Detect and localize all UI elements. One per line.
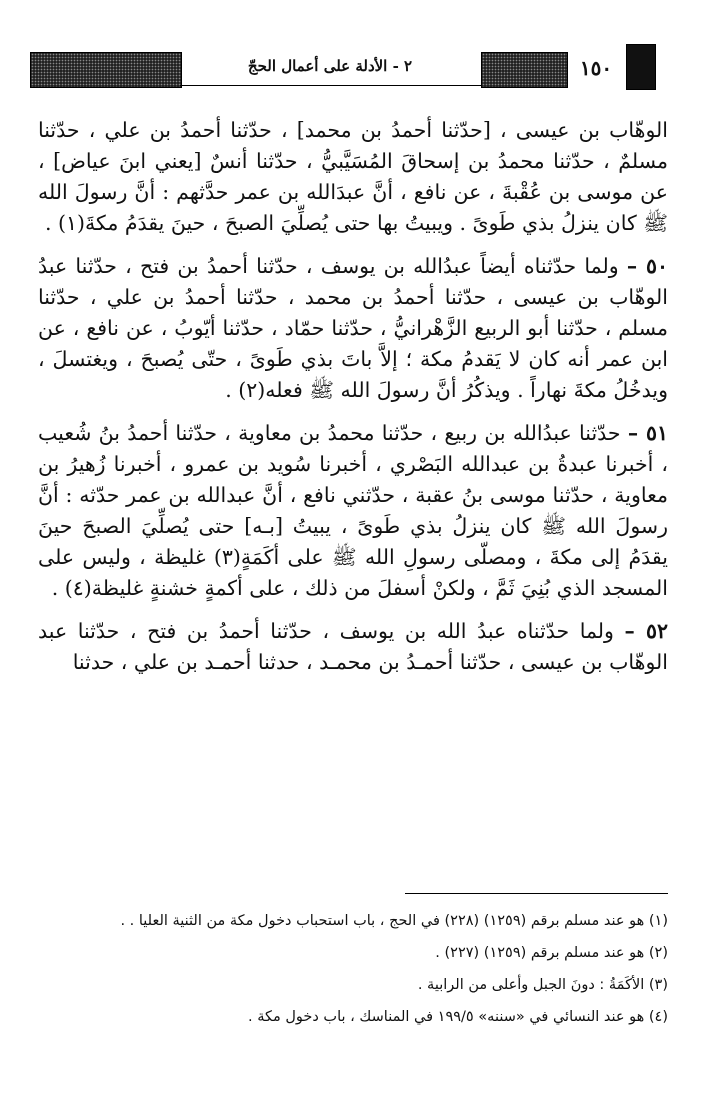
page-header (30, 44, 675, 88)
hadith-number: ٥١ – (627, 421, 668, 445)
running-title: ٢ - الأدلة على أعمال الحجّ (247, 57, 413, 75)
paragraph (38, 418, 668, 604)
footnotes (38, 905, 668, 1033)
header-rule (180, 85, 481, 86)
paragraph (38, 616, 668, 678)
page-number: ١٥٠ (579, 56, 613, 80)
footnote: (٢) هو عند مسلم برقم (١٢٥٩) (٢٢٧) . (435, 945, 668, 961)
header-ornament-left (30, 52, 182, 88)
paragraph (38, 251, 668, 406)
paragraph-text: الوهّاب بن عيسى ، [حدّثنا أحمدُ بن محمد] ، حدّثنا أحمدُ بن علي ، حدّثنا مسلمٌ ، حدّثنا محمدُ بن إسحاقَ المُسَيَّبيُّ ، حدّثنا أنسٌ [يعني ابنَ عياض] ، عن موسى بن عُقْبةَ ، عن نافع ، أنَّ عبدَالله بن عمر حدَّثهم : أنَّ رسولَ الله ﷺ كان ينزلُ بذي طَوىً . ويبيتُ بها حتى يُصلِّيَ الصبحَ ، حينَ يقدَمُ مكةَ(١) . (38, 118, 668, 235)
paragraph-text: ولما حدّثناه عبدُ الله بن يوسف ، حدّثنا أحمدُ بن فتح ، حدّثنا عبد الوهّاب بن عيسى ، حدّثنا أحمـدُ بن محمـد ، حدثنا أحمـد بن علي ، حدثنا (38, 619, 668, 674)
footnote: (٣) الأكَمَةُ : دونَ الجبل وأعلى من الرابية . (417, 977, 668, 993)
main-text (38, 115, 668, 690)
paragraph-text: حدّثنا عبدُالله بن ربيع ، حدّثنا محمدُ بن معاوية ، حدّثنا أحمدُ بنُ شُعيب ، أخبرنا عبدةُ بن عبدالله البَصْري ، أخبرنا سُويد بن عمرو ، أخبرنا زُهيرُ بن معاوية ، حدّثنا موسى بنُ عقبة ، حدّثني نافع ، أنَّ عبدالله بن عمر حدّثه : أنَّ رسولَ الله ﷺ كان ينزلُ بذي طَوىً ، يبيتُ [بـه] حتى يُصلِّيَ الصبحَ حينَ يقدَمُ إلى مكةَ ، ومصلّى رسولِ الله ﷺ على أكَمَةٍ(٣) غليظة ، وليس على المسجد الذي بُنِيَ ثَمَّ ، ولكنْ أسفلَ من ذلك ، على أكمةٍ خشنةٍ غليظة(٤) . (38, 421, 668, 600)
hadith-number: ٥٢ – (624, 619, 669, 643)
header-edge-block (626, 44, 656, 90)
footnote: (١) هو عند مسلم برقم (١٢٥٩) (٢٢٨) في الحج ، باب استحباب دخول مكة من الثنية العليا . . (120, 913, 668, 929)
paragraph-text: ولما حدّثناه أيضاً عبدُالله بن يوسف ، حدّثنا أحمدُ بن فتح ، حدّثنا عبدُ الوهّاب بن عيسى ، حدّثنا أحمدُ بن محمد ، حدّثنا أحمدُ بن علي ، حدّثنا مسلم ، حدّثنا أبو الربيع الزَّهْرانيُّ ، حدّثنا حمّاد ، حدّثنا أيّوبُ ، عن نافع ، عن ابن عمر أنه كان لا يَقدمُ مكة ؛ إلاَّ باتَ بذي طَوىً ، حتّى يُصبحَ ، ويغتسلَ ، ويدخُلُ مكةَ نهاراً . ويذكُرُ أنَّ رسولَ الله ﷺ فعله(٢) . (38, 254, 668, 402)
hadith-number: ٥٠ – (626, 254, 669, 278)
paragraph (38, 115, 668, 239)
footnote: (٤) هو عند النسائي في «سننه» ١٩٩/٥ في المناسك ، باب دخول مكة . (247, 1009, 668, 1025)
footnote-separator (405, 893, 668, 894)
header-ornament-right (481, 52, 568, 88)
